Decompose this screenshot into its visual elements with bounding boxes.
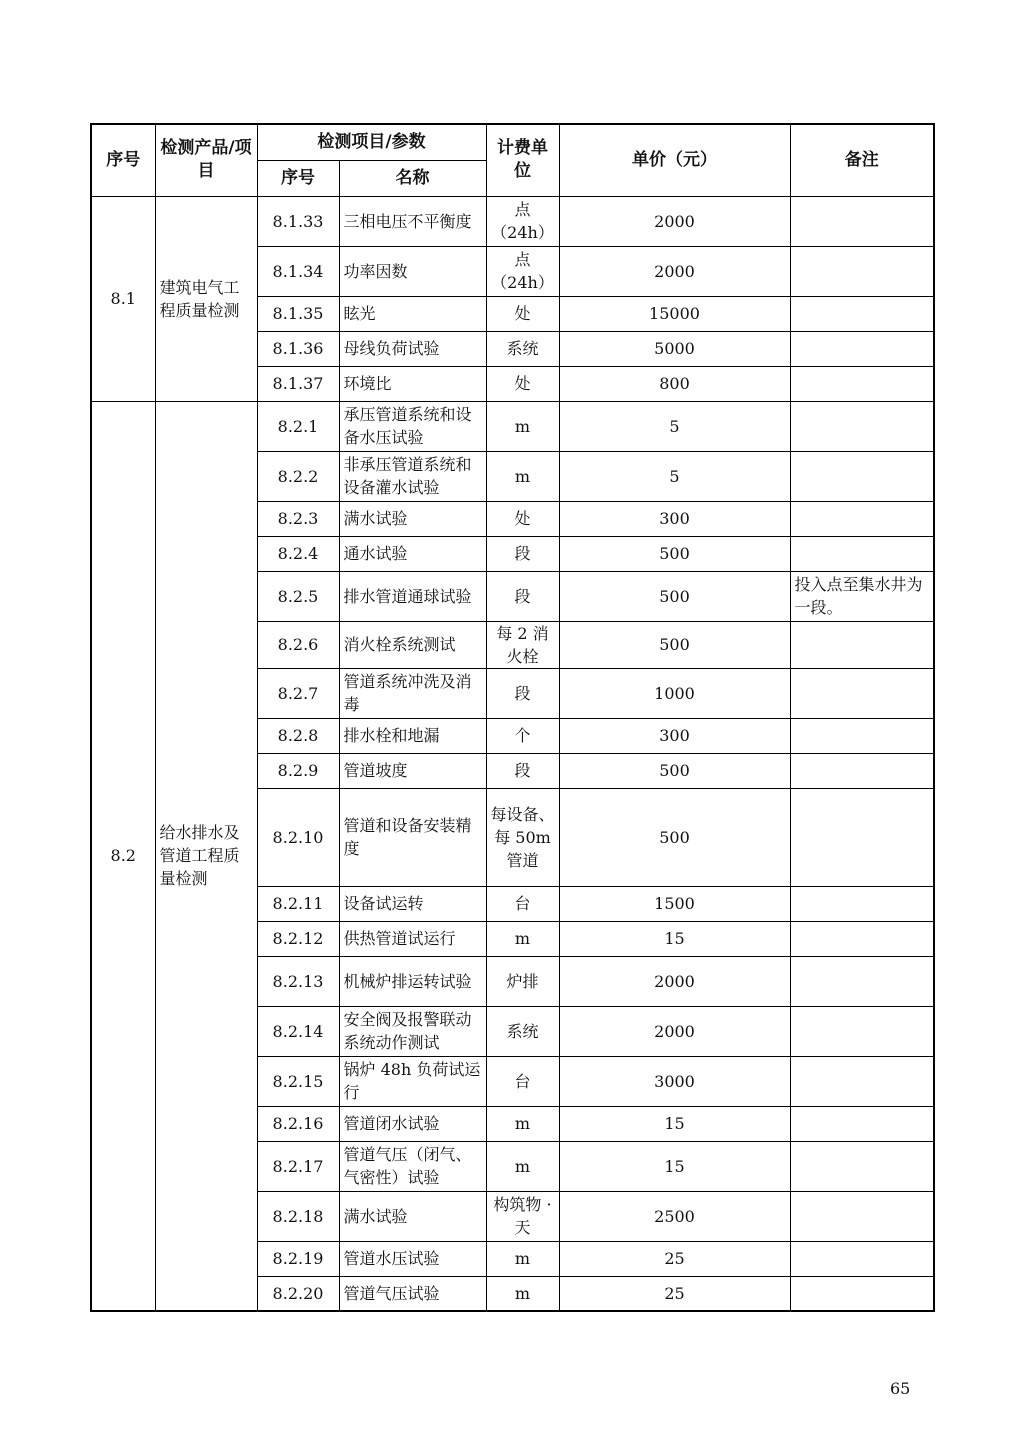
item-seq: 8.2.6 (257, 621, 339, 668)
unit-price: 15 (559, 921, 790, 956)
item-name: 消火栓系统测试 (339, 621, 486, 668)
item-seq: 8.2.8 (257, 718, 339, 753)
unit-price: 2500 (559, 1191, 790, 1241)
header-sub-seq: 序号 (257, 160, 339, 196)
item-name: 管道和设备安装精度 (339, 788, 486, 886)
unit-price: 500 (559, 571, 790, 621)
billing-unit: 点（24h） (486, 196, 559, 246)
unit-price: 500 (559, 621, 790, 668)
billing-unit: 处 (486, 366, 559, 401)
remark (790, 246, 934, 296)
unit-price: 3000 (559, 1056, 790, 1106)
item-name: 三相电压不平衡度 (339, 196, 486, 246)
unit-price: 2000 (559, 246, 790, 296)
item-name: 眩光 (339, 296, 486, 331)
billing-unit: 个 (486, 718, 559, 753)
unit-price: 2000 (559, 196, 790, 246)
remark (790, 1106, 934, 1141)
remark (790, 1006, 934, 1056)
billing-unit: m (486, 401, 559, 451)
unit-price: 2000 (559, 1006, 790, 1056)
item-name: 环境比 (339, 366, 486, 401)
unit-price: 800 (559, 366, 790, 401)
item-seq: 8.1.33 (257, 196, 339, 246)
unit-price: 500 (559, 536, 790, 571)
billing-unit: 构筑物 · 天 (486, 1191, 559, 1241)
header-price: 单价（元） (559, 124, 790, 196)
unit-price: 25 (559, 1276, 790, 1311)
group-id: 8.2 (91, 401, 155, 1311)
remark (790, 1141, 934, 1191)
item-seq: 8.2.18 (257, 1191, 339, 1241)
group-name: 建筑电气工程质量检测 (155, 196, 257, 401)
remark (790, 886, 934, 921)
billing-unit: 系统 (486, 1006, 559, 1056)
item-seq: 8.2.12 (257, 921, 339, 956)
billing-unit: m (486, 1276, 559, 1311)
fee-table-body (91, 196, 934, 1311)
remark (790, 1191, 934, 1241)
item-name: 母线负荷试验 (339, 331, 486, 366)
remark (790, 621, 934, 668)
unit-price: 15000 (559, 296, 790, 331)
billing-unit: 系统 (486, 331, 559, 366)
item-seq: 8.2.20 (257, 1276, 339, 1311)
unit-price: 15 (559, 1106, 790, 1141)
unit-price: 300 (559, 501, 790, 536)
remark (790, 401, 934, 451)
fee-table (90, 123, 935, 1312)
remark (790, 1276, 934, 1311)
billing-unit: 处 (486, 501, 559, 536)
unit-price: 15 (559, 1141, 790, 1191)
header-remark: 备注 (790, 124, 934, 196)
item-name: 通水试验 (339, 536, 486, 571)
remark (790, 1056, 934, 1106)
item-name: 承压管道系统和设备水压试验 (339, 401, 486, 451)
item-name: 满水试验 (339, 1191, 486, 1241)
item-name: 供热管道试运行 (339, 921, 486, 956)
item-seq: 8.2.11 (257, 886, 339, 921)
unit-price: 1500 (559, 886, 790, 921)
item-seq: 8.1.36 (257, 331, 339, 366)
item-seq: 8.2.15 (257, 1056, 339, 1106)
billing-unit: m (486, 921, 559, 956)
item-seq: 8.1.35 (257, 296, 339, 331)
billing-unit: 段 (486, 753, 559, 788)
remark (790, 718, 934, 753)
unit-price: 1000 (559, 668, 790, 718)
billing-unit: m (486, 1106, 559, 1141)
page-number: 65 (890, 1379, 911, 1398)
remark (790, 753, 934, 788)
item-seq: 8.2.19 (257, 1241, 339, 1276)
unit-price: 500 (559, 788, 790, 886)
item-seq: 8.2.5 (257, 571, 339, 621)
item-seq: 8.2.10 (257, 788, 339, 886)
billing-unit: 段 (486, 571, 559, 621)
billing-unit: 处 (486, 296, 559, 331)
item-seq: 8.2.14 (257, 1006, 339, 1056)
item-seq: 8.2.3 (257, 501, 339, 536)
remark (790, 788, 934, 886)
billing-unit: 段 (486, 668, 559, 718)
item-seq: 8.2.16 (257, 1106, 339, 1141)
item-name: 管道坡度 (339, 753, 486, 788)
header-product: 检测产品/项目 (155, 124, 257, 196)
table-row (91, 196, 934, 246)
item-name: 锅炉 48h 负荷试运行 (339, 1056, 486, 1106)
item-seq: 8.2.4 (257, 536, 339, 571)
item-name: 设备试运转 (339, 886, 486, 921)
item-name: 安全阀及报警联动系统动作测试 (339, 1006, 486, 1056)
item-seq: 8.2.1 (257, 401, 339, 451)
item-name: 排水管道通球试验 (339, 571, 486, 621)
item-name: 管道气压试验 (339, 1276, 486, 1311)
unit-price: 2000 (559, 956, 790, 1006)
billing-unit: m (486, 1241, 559, 1276)
item-name: 管道气压（闭气、气密性）试验 (339, 1141, 486, 1191)
remark: 投入点至集水井为一段。 (790, 571, 934, 621)
item-name: 排水栓和地漏 (339, 718, 486, 753)
group-name: 给水排水及管道工程质量检测 (155, 401, 257, 1311)
unit-price: 500 (559, 753, 790, 788)
billing-unit: 每 2 消火栓 (486, 621, 559, 668)
table-row (91, 401, 934, 451)
remark (790, 1241, 934, 1276)
item-name: 满水试验 (339, 501, 486, 536)
header-items: 检测项目/参数 (257, 124, 486, 160)
item-seq: 8.2.17 (257, 1141, 339, 1191)
item-name: 功率因数 (339, 246, 486, 296)
remark (790, 536, 934, 571)
item-name: 管道系统冲洗及消毒 (339, 668, 486, 718)
remark (790, 921, 934, 956)
unit-price: 5 (559, 451, 790, 501)
billing-unit: 台 (486, 886, 559, 921)
item-name: 机械炉排运转试验 (339, 956, 486, 1006)
billing-unit: 点（24h） (486, 246, 559, 296)
remark (790, 296, 934, 331)
billing-unit: m (486, 1141, 559, 1191)
unit-price: 5 (559, 401, 790, 451)
item-seq: 8.2.13 (257, 956, 339, 1006)
item-seq: 8.2.7 (257, 668, 339, 718)
unit-price: 300 (559, 718, 790, 753)
item-name: 管道水压试验 (339, 1241, 486, 1276)
remark (790, 331, 934, 366)
remark (790, 668, 934, 718)
item-name: 非承压管道系统和设备灌水试验 (339, 451, 486, 501)
item-seq: 8.2.2 (257, 451, 339, 501)
header-name: 名称 (339, 160, 486, 196)
item-seq: 8.1.34 (257, 246, 339, 296)
group-id: 8.1 (91, 196, 155, 401)
remark (790, 451, 934, 501)
item-seq: 8.1.37 (257, 366, 339, 401)
billing-unit: 段 (486, 536, 559, 571)
billing-unit: 台 (486, 1056, 559, 1106)
unit-price: 25 (559, 1241, 790, 1276)
item-seq: 8.2.9 (257, 753, 339, 788)
item-name: 管道闭水试验 (339, 1106, 486, 1141)
unit-price: 5000 (559, 331, 790, 366)
remark (790, 956, 934, 1006)
billing-unit: m (486, 451, 559, 501)
billing-unit: 炉排 (486, 956, 559, 1006)
remark (790, 501, 934, 536)
remark (790, 196, 934, 246)
header-seq: 序号 (91, 124, 155, 196)
billing-unit: 每设备、每 50m 管道 (486, 788, 559, 886)
header-row (91, 124, 934, 160)
header-unit: 计费单位 (486, 124, 559, 196)
remark (790, 366, 934, 401)
